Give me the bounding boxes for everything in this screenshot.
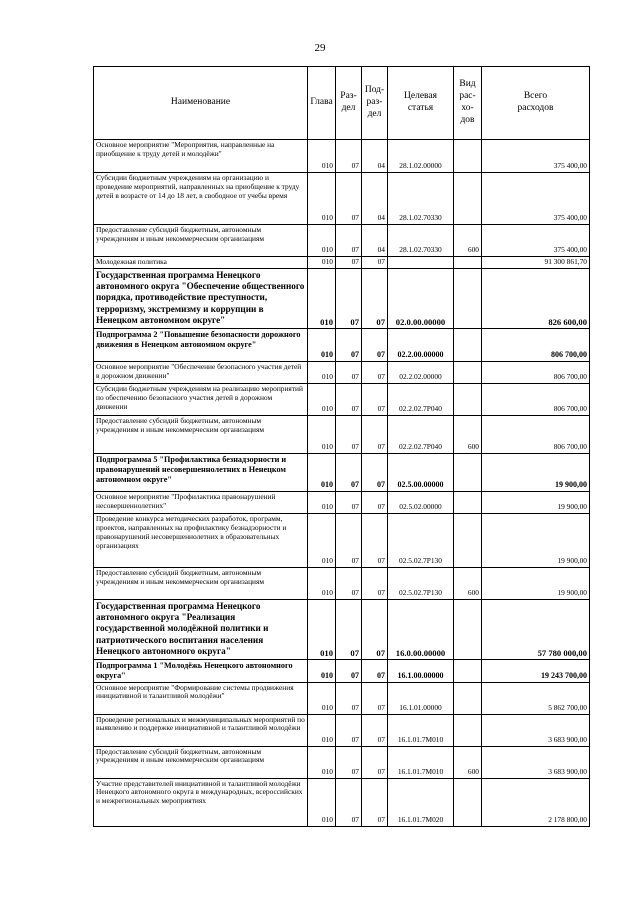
row-target: 02.2.00.00000 xyxy=(388,328,454,361)
row-target: 02.2.02.00000 xyxy=(388,361,454,383)
row-razdel: 07 xyxy=(336,225,362,257)
row-target: 02.2.02.7Р040 xyxy=(388,415,454,453)
row-glava: 010 xyxy=(308,567,336,599)
row-name: Молодежная политика xyxy=(94,257,308,269)
row-glava: 010 xyxy=(308,361,336,383)
table-row xyxy=(94,268,590,328)
row-amount: 806 700,00 xyxy=(482,328,590,361)
row-glava: 010 xyxy=(308,328,336,361)
row-target: 28.1.02.70330 xyxy=(388,173,454,225)
row-name: Государственная программа Ненецкого автономного округа "Обеспечение общественного порядка, противодействие преступности, терроризму, экстремизму и коррупции в Ненецком автономном округе" xyxy=(94,268,308,328)
row-vid xyxy=(454,383,482,415)
row-glava: 010 xyxy=(308,383,336,415)
row-target: 02.5.02.00000 xyxy=(388,491,454,513)
row-razdel: 07 xyxy=(336,682,362,714)
row-amount: 3 683 900,00 xyxy=(482,746,590,778)
row-amount: 826 600,00 xyxy=(482,268,590,328)
row-podrazdel: 04 xyxy=(362,140,388,173)
row-razdel: 07 xyxy=(336,567,362,599)
row-target: 16.0.00.00000 xyxy=(388,599,454,659)
row-razdel: 07 xyxy=(336,257,362,269)
row-podrazdel: 07 xyxy=(362,328,388,361)
table-row xyxy=(94,173,590,225)
row-name: Проведение региональных и межмуниципальных мероприятий по выявлению и поддержке инициативной и талантливой молодёжи xyxy=(94,714,308,746)
row-podrazdel: 07 xyxy=(362,257,388,269)
row-name: Предоставление субсидий бюджетным, автономным учреждениям и иным некоммерческим организациям xyxy=(94,746,308,778)
row-amount: 375 400,00 xyxy=(482,140,590,173)
row-name: Проведение конкурса методических разработок, программ, проектов, направленных на профилактику безнадзорности и правонарушений несовершеннолетних в образовательных организациях xyxy=(94,513,308,567)
row-vid xyxy=(454,513,482,567)
row-razdel: 07 xyxy=(336,173,362,225)
row-amount: 806 700,00 xyxy=(482,383,590,415)
row-podrazdel: 07 xyxy=(362,778,388,826)
row-name: Подпрограмма 1 "Молодёжь Ненецкого автономного округа" xyxy=(94,659,308,682)
row-glava: 010 xyxy=(308,513,336,567)
row-target: 28.1.02.70330 xyxy=(388,225,454,257)
table-row xyxy=(94,225,590,257)
row-podrazdel: 07 xyxy=(362,567,388,599)
row-vid xyxy=(454,140,482,173)
row-target: 16.1.01.7М020 xyxy=(388,778,454,826)
row-target: 02.2.02.7Р040 xyxy=(388,383,454,415)
row-target: 28.1.02.00000 xyxy=(388,140,454,173)
row-name: Подпрограмма 5 "Профилактика безнадзорности и правонарушений несовершеннолетних в Ненецком автономном округе" xyxy=(94,453,308,491)
row-podrazdel: 07 xyxy=(362,491,388,513)
row-amount: 375 400,00 xyxy=(482,225,590,257)
row-razdel: 07 xyxy=(336,491,362,513)
row-name: Основное мероприятие "Формирование системы продвижения инициативной и талантливой молодёжи" xyxy=(94,682,308,714)
row-name: Предоставление субсидий бюджетным, автономным учреждениям и иным некоммерческим организациям xyxy=(94,225,308,257)
row-razdel: 07 xyxy=(336,714,362,746)
row-amount: 19 900,00 xyxy=(482,453,590,491)
row-glava: 010 xyxy=(308,746,336,778)
row-glava: 010 xyxy=(308,778,336,826)
row-vid xyxy=(454,714,482,746)
table-row xyxy=(94,599,590,659)
header-glava: Глава xyxy=(308,67,336,140)
row-glava: 010 xyxy=(308,415,336,453)
row-target: 16.1.01.00000 xyxy=(388,682,454,714)
row-podrazdel: 07 xyxy=(362,659,388,682)
row-podrazdel: 07 xyxy=(362,714,388,746)
row-razdel: 07 xyxy=(336,383,362,415)
row-name: Субсидии бюджетным учреждениям на реализацию мероприятий по обеспечению безопасного участия детей в дорожном движении xyxy=(94,383,308,415)
row-vid: 600 xyxy=(454,225,482,257)
header-vid: Вид рас- хо- дов xyxy=(454,67,482,140)
row-target: 16.1.00.00000 xyxy=(388,659,454,682)
row-amount: 19 900,00 xyxy=(482,567,590,599)
table-row xyxy=(94,513,590,567)
row-vid xyxy=(454,328,482,361)
row-amount: 2 178 800,00 xyxy=(482,778,590,826)
table-row xyxy=(94,778,590,826)
row-amount: 806 700,00 xyxy=(482,415,590,453)
row-target: 02.5.02.7Р130 xyxy=(388,567,454,599)
row-glava: 010 xyxy=(308,225,336,257)
table-body xyxy=(94,140,590,827)
row-glava: 010 xyxy=(308,453,336,491)
row-name: Подпрограмма 2 "Повышение безопасности дорожного движения в Ненецком автономном округе" xyxy=(94,328,308,361)
table-row xyxy=(94,682,590,714)
row-name: Предоставление субсидий бюджетным, автономным учреждениям и иным некоммерческим организациям xyxy=(94,415,308,453)
table-row xyxy=(94,361,590,383)
row-glava: 010 xyxy=(308,491,336,513)
table-row xyxy=(94,140,590,173)
header-podrazdel: Под- раз- дел xyxy=(362,67,388,140)
row-glava: 010 xyxy=(308,257,336,269)
row-podrazdel: 07 xyxy=(362,268,388,328)
row-razdel: 07 xyxy=(336,328,362,361)
row-target: 02.5.02.7Р130 xyxy=(388,513,454,567)
row-name: Основное мероприятие "Обеспечение безопасного участия детей в дорожном движении" xyxy=(94,361,308,383)
row-amount: 19 900,00 xyxy=(482,491,590,513)
row-razdel: 07 xyxy=(336,268,362,328)
header-name: Наименование xyxy=(94,67,308,140)
table-row xyxy=(94,659,590,682)
table-row xyxy=(94,453,590,491)
row-razdel: 07 xyxy=(336,599,362,659)
row-glava: 010 xyxy=(308,140,336,173)
row-target: 16.1.01.7М010 xyxy=(388,714,454,746)
row-vid: 600 xyxy=(454,415,482,453)
table-row xyxy=(94,328,590,361)
row-razdel: 07 xyxy=(336,659,362,682)
row-vid xyxy=(454,491,482,513)
table-row xyxy=(94,415,590,453)
row-name: Основное мероприятие "Профилактика правонарушений несовершеннолетних" xyxy=(94,491,308,513)
row-podrazdel: 07 xyxy=(362,415,388,453)
table-row xyxy=(94,257,590,269)
table-row xyxy=(94,567,590,599)
row-name: Основное мероприятие "Мероприятия, направленные на приобщение к труду детей и молодёжи" xyxy=(94,140,308,173)
row-razdel: 07 xyxy=(336,513,362,567)
row-vid xyxy=(454,268,482,328)
row-razdel: 07 xyxy=(336,415,362,453)
table-row xyxy=(94,746,590,778)
header-razdel: Раз- дел xyxy=(336,67,362,140)
row-podrazdel: 07 xyxy=(362,746,388,778)
row-amount: 375 400,00 xyxy=(482,173,590,225)
row-vid xyxy=(454,682,482,714)
row-amount: 3 683 900,00 xyxy=(482,714,590,746)
row-razdel: 07 xyxy=(336,746,362,778)
table-row xyxy=(94,383,590,415)
row-amount: 57 780 000,00 xyxy=(482,599,590,659)
row-vid: 600 xyxy=(454,567,482,599)
row-vid xyxy=(454,659,482,682)
row-target: 02.0.00.00000 xyxy=(388,268,454,328)
row-razdel: 07 xyxy=(336,453,362,491)
row-glava: 010 xyxy=(308,268,336,328)
header-tselevaya: Целевая статья xyxy=(388,67,454,140)
row-vid xyxy=(454,599,482,659)
row-vid xyxy=(454,361,482,383)
row-podrazdel: 07 xyxy=(362,599,388,659)
row-target: 02.5.00.00000 xyxy=(388,453,454,491)
row-podrazdel: 04 xyxy=(362,173,388,225)
row-amount: 91 300 861,70 xyxy=(482,257,590,269)
row-target: 16.1.01.7М010 xyxy=(388,746,454,778)
row-glava: 010 xyxy=(308,714,336,746)
row-glava: 010 xyxy=(308,599,336,659)
row-vid xyxy=(454,173,482,225)
row-podrazdel: 04 xyxy=(362,225,388,257)
row-podrazdel: 07 xyxy=(362,513,388,567)
row-razdel: 07 xyxy=(336,778,362,826)
row-amount: 5 862 700,00 xyxy=(482,682,590,714)
row-vid xyxy=(454,453,482,491)
row-target xyxy=(388,257,454,269)
row-podrazdel: 07 xyxy=(362,682,388,714)
row-amount: 19 243 700,00 xyxy=(482,659,590,682)
budget-table xyxy=(93,66,590,827)
row-glava: 010 xyxy=(308,682,336,714)
page-number: 29 xyxy=(314,42,326,54)
row-glava: 010 xyxy=(308,173,336,225)
row-razdel: 07 xyxy=(336,361,362,383)
table-row xyxy=(94,491,590,513)
table-row xyxy=(94,714,590,746)
row-name: Государственная программа Ненецкого автономного округа "Реализация государственной молодёжной политики и патриотического воспитания населения Ненецкого автономного округа" xyxy=(94,599,308,659)
row-podrazdel: 07 xyxy=(362,383,388,415)
row-razdel: 07 xyxy=(336,140,362,173)
row-amount: 806 700,00 xyxy=(482,361,590,383)
row-vid: 600 xyxy=(454,746,482,778)
row-podrazdel: 07 xyxy=(362,361,388,383)
row-vid xyxy=(454,778,482,826)
row-glava: 010 xyxy=(308,659,336,682)
row-name: Предоставление субсидий бюджетным, автономным учреждениям и иным некоммерческим организациям xyxy=(94,567,308,599)
row-name: Субсидии бюджетным учреждениям на организацию и проведение мероприятий, направленных на приобщение к труду детей в возрасте от 14 до 18 лет, в свободное от учебы время xyxy=(94,173,308,225)
row-amount: 19 900,00 xyxy=(482,513,590,567)
row-name: Участие представителей инициативной и талантливой молодёжи Ненецкого автономного округа в международных, всероссийских и межрегиональных мероприятиях xyxy=(94,778,308,826)
header-vsego: Всего расходов xyxy=(482,67,590,140)
row-podrazdel: 07 xyxy=(362,453,388,491)
table-header-row xyxy=(94,67,590,140)
row-vid xyxy=(454,257,482,269)
